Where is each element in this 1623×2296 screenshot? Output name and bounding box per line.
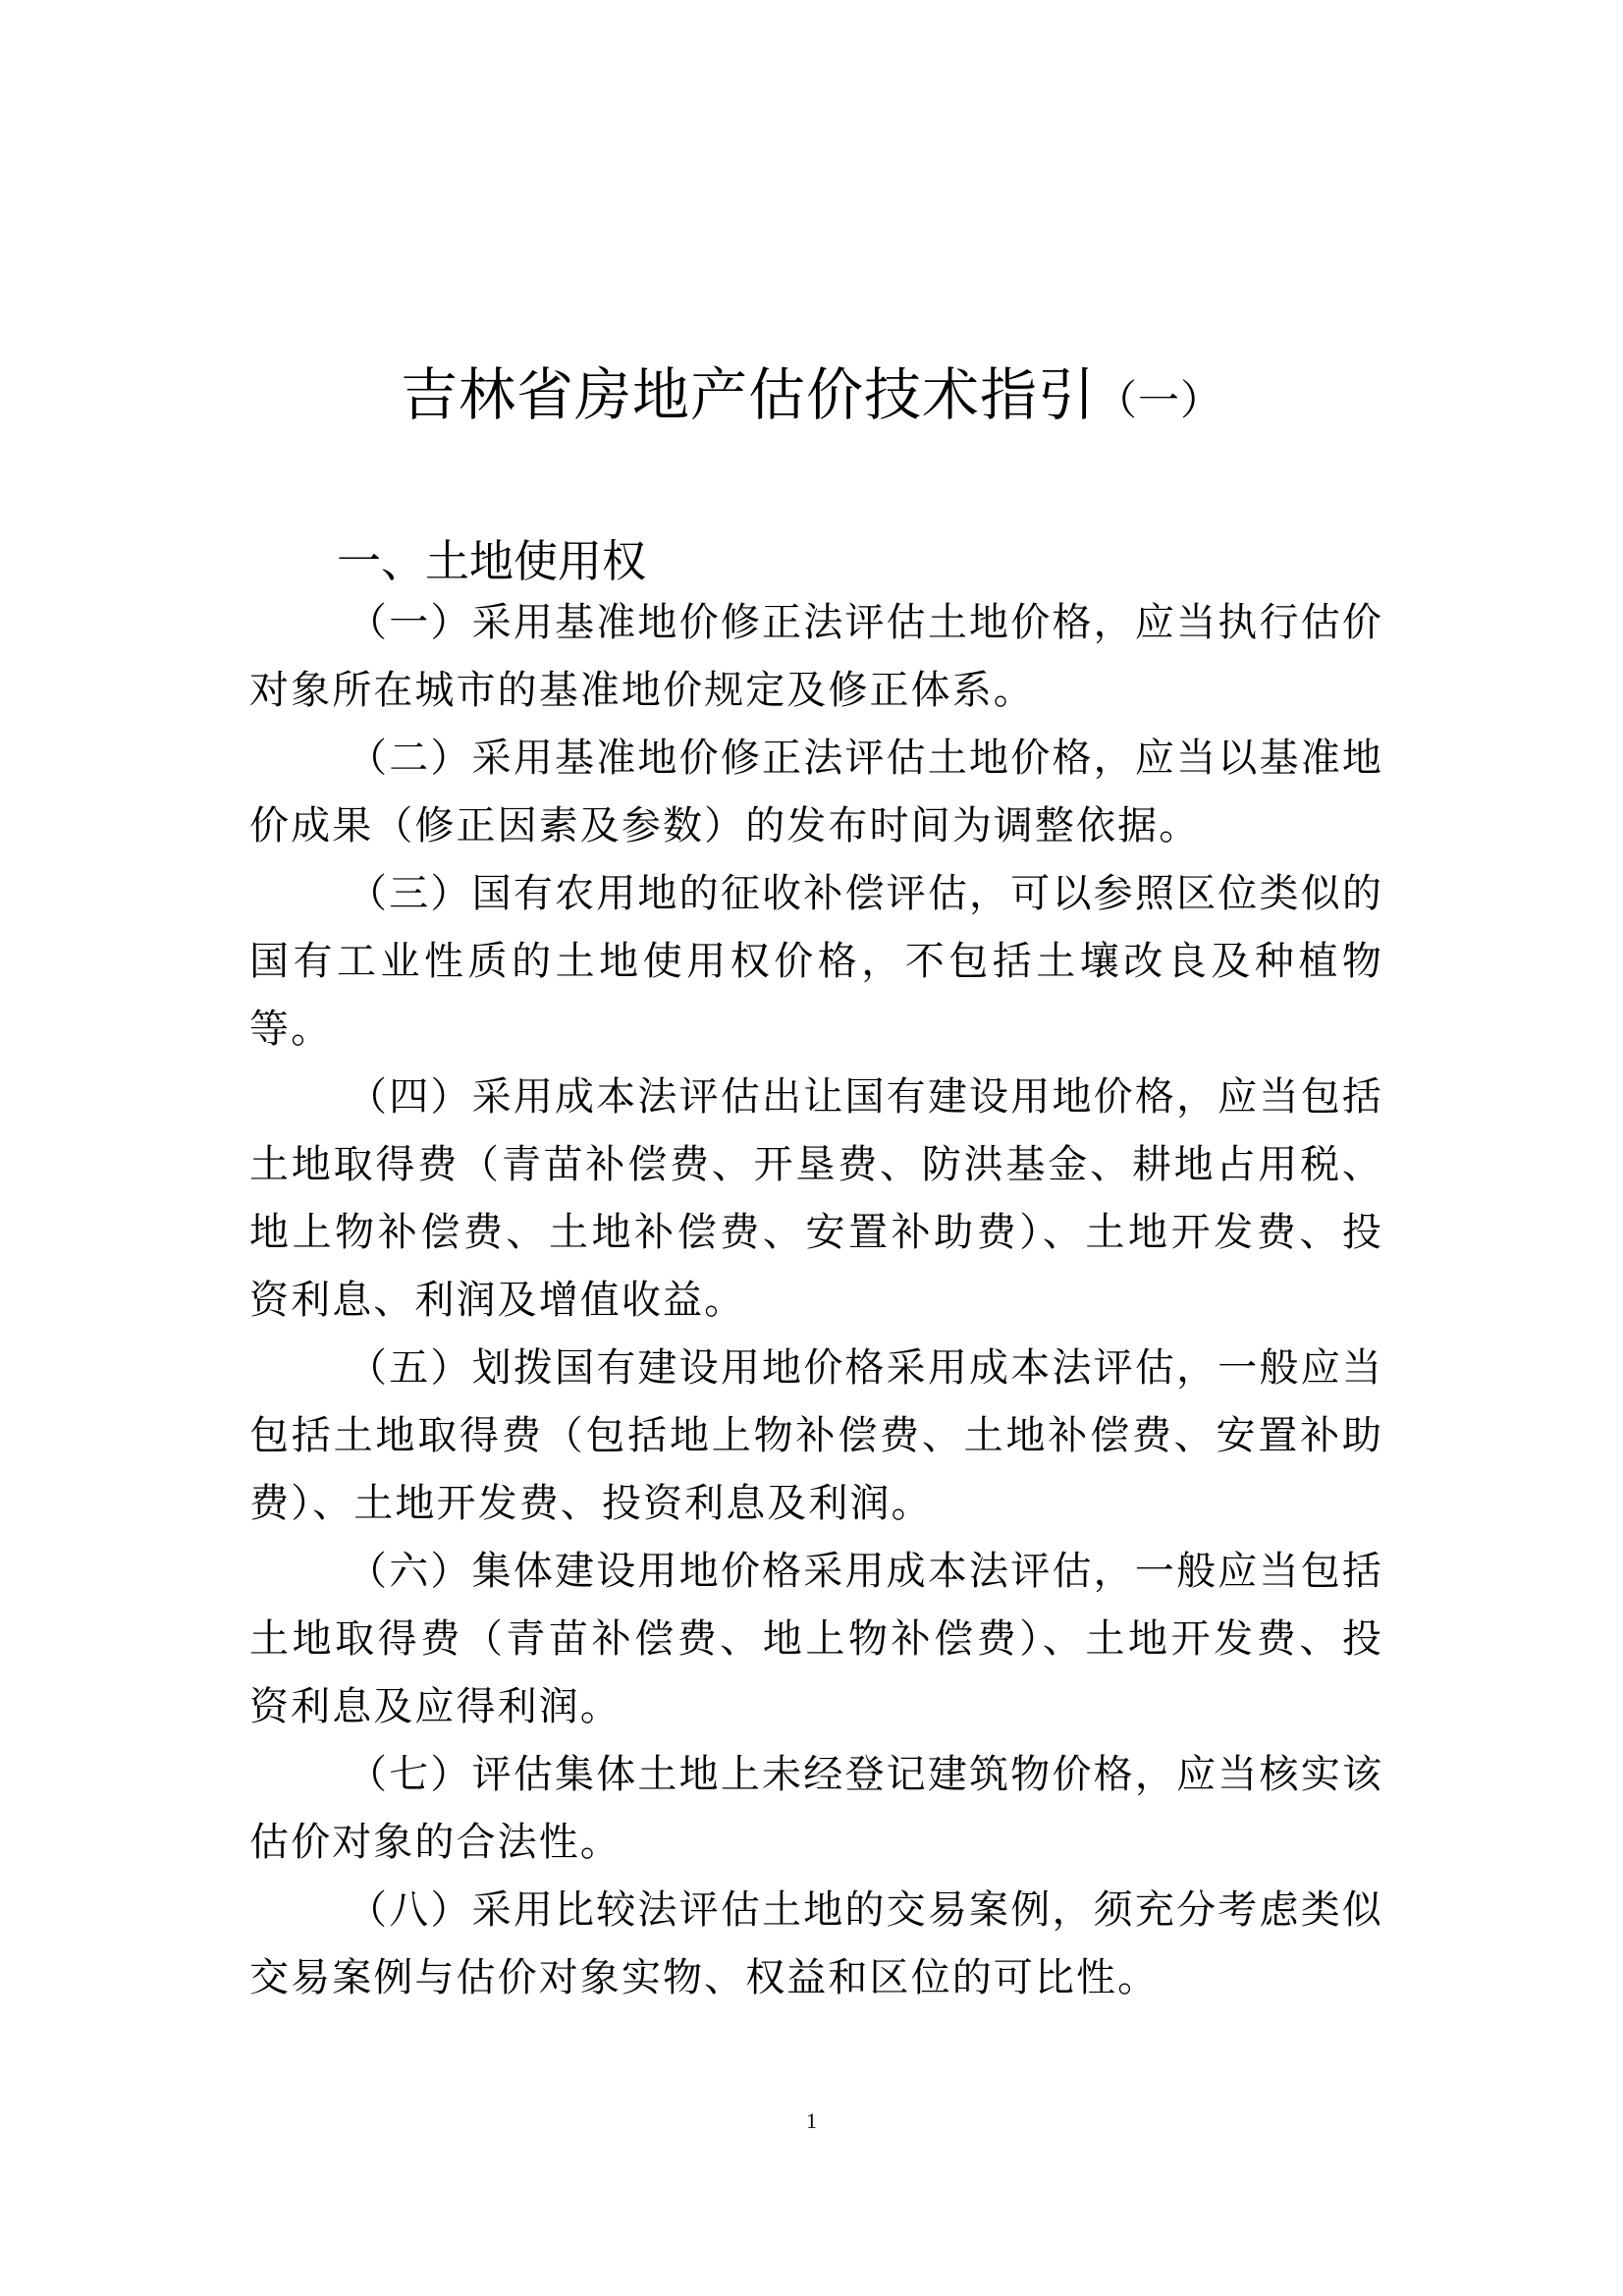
paragraph-1: （一）采用基准地价修正法评估土地价格，应当执行估价对象所在城市的基准地价规定及修正体系。 <box>249 600 1383 713</box>
body-text <box>249 589 1383 2012</box>
title-main: 吉林省房地产估价技术指引 <box>400 361 1096 428</box>
page-number: 1 <box>806 2108 817 2133</box>
document-title <box>0 354 1623 442</box>
title-suffix: （一） <box>1096 376 1223 424</box>
paragraph-5: （五）划拨国有建设用地价格采用成本法评估，一般应当包括土地取得费（包括地上物补偿费、土地补偿费、安置补助费）、土地开发费、投资利息及利润。 <box>249 1345 1383 1526</box>
paragraph-7: （七）评估集体土地上未经登记建筑物价格，应当核实该估价对象的合法性。 <box>249 1752 1383 1865</box>
paragraph-3: （三）国有农用地的征收补偿评估，可以参照区位类似的国有工业性质的土地使用权价格，不包括土壤改良及种植物等。 <box>249 871 1383 1052</box>
paragraph-8: （八）采用比较法评估土地的交易案例，须充分考虑类似交易案例与估价对象实物、权益和区位的可比性。 <box>249 1887 1383 2000</box>
section-heading: 一、土地使用权 <box>337 535 647 587</box>
paragraph-4: （四）采用成本法评估出让国有建设用地价格，应当包括土地取得费（青苗补偿费、开垦费、防洪基金、耕地占用税、地上物补偿费、土地补偿费、安置补助费）、土地开发费、投资利息、利润及增值收益。 <box>249 1074 1383 1323</box>
paragraph-2: （二）采用基准地价修正法评估土地价格，应当以基准地价成果（修正因素及参数）的发布时间为调整依据。 <box>249 736 1383 848</box>
paragraph-6: （六）集体建设用地价格采用成本法评估，一般应当包括土地取得费（青苗补偿费、地上物补偿费）、土地开发费、投资利息及应得利润。 <box>249 1549 1383 1729</box>
